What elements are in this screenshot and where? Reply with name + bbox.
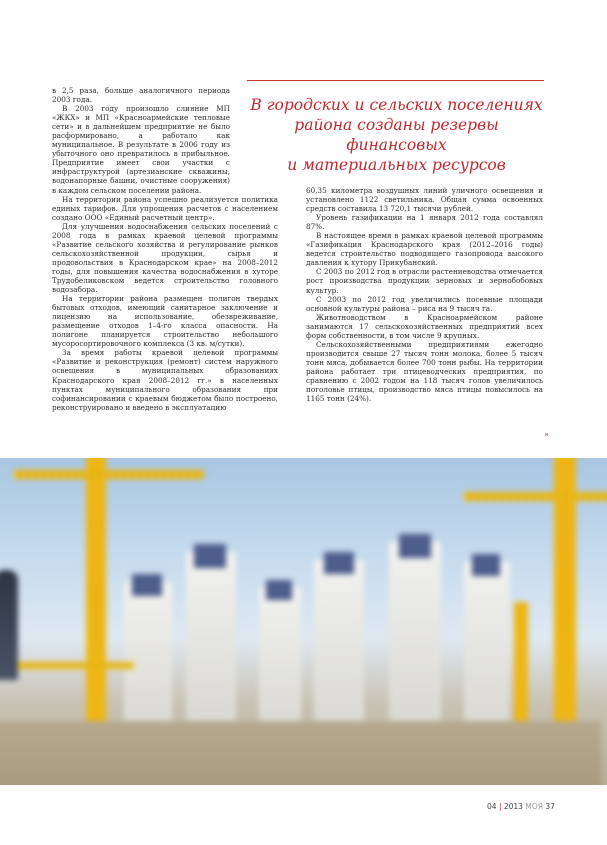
paragraph: в 2,5 раза, больше аналогичного периода 2003 года.: [52, 86, 230, 105]
paragraph: В настоящее время в рамках краевой целевой программы «Газификация Краснодарского края (2012–2016 годы) ведется строительство подводящего газопровода высокого давления к хутору Прикубанский.: [306, 231, 543, 268]
continue-mark: »: [544, 430, 549, 439]
building-tower: [124, 582, 172, 732]
building-tower-top: [472, 554, 500, 576]
paragraph: Сельскохозяйственными предприятиями ежегодно производится свыше 27 тысяч тонн молока, более 5 тысяч тонн мяса, добывается более 700 тонн рыбы. На территории района работает три птицеводческих предприятия, по сравнению с 2002 годом на 118 тысяч голов увеличилось поголовье птицы, производство мяса птицы повысилось на 1165 тонн (24%).: [306, 339, 543, 404]
building-tower-top: [266, 580, 292, 600]
footer-separator: |: [498, 802, 502, 811]
issue-year: 2013: [503, 802, 523, 811]
building-tower-top: [194, 544, 226, 568]
paragraph: Животноводством в Красноармейском районе занимаются 17 сельскохозяйственных предприятий всех форм собственности, в том числе 9 крупных.: [306, 312, 543, 340]
crane-jib: [0, 662, 134, 669]
paragraph: В 2003 году произошло слияние МП «ЖКХ» и МП «Красноармейские тепловые сети» и в дальнейшем предприятие не было расформировано, а работало как муниципальное. В результате в 2006 году из убыточного оно превратилось в прибыльное. Предприятие имеет свои участки с инфраструктурой (артезианские скважины, водонапорные башни, очистные сооружения) в каждом сельском поселении района.: [52, 104, 230, 195]
building-tower-top: [324, 552, 354, 574]
page-number: 37: [545, 802, 555, 811]
issue-number: 04: [487, 802, 497, 811]
building-tower: [314, 560, 364, 735]
pull-quote-line: и материальных ресурсов: [287, 156, 506, 174]
paragraph: На территории района размещен полигон твердых бытовых отходов, имеющий санитарное заключение и лицензию на использование, обезвреживание, размещение отходов 1–4-го класса опасности. На полигоне планируется строительство небольшого мусоросортировочного комплекса (3 кв. м/сутки).: [52, 294, 278, 349]
building-tower: [186, 552, 236, 732]
construction-photo: [0, 458, 607, 785]
construction-ground: [0, 721, 601, 785]
left-text-column: [52, 86, 278, 412]
page-footer: [487, 802, 555, 811]
building-tower: [389, 542, 441, 732]
magazine-name: МОЯ: [525, 802, 543, 811]
pull-quote-line: района созданы резервы финансовых: [294, 116, 499, 154]
pull-quote-rule: [247, 80, 544, 81]
paragraph: С 2003 по 2012 год увеличились посевные площади основной культуры района – риса на 9 тысяч га.: [306, 294, 543, 313]
paragraph: За время работы краевой целевой программы «Развитие и реконструкция (ремонт) систем наружного освещения в муниципальных образованиях Краснодарского края 2008–2012 гг.» в населенных пунктах муниципального образования при софинансировании с краевым бюджетом было построено, реконструировано и введено в эксплуатацию: [52, 348, 278, 412]
right-text-column: [306, 186, 543, 403]
building-tower: [259, 587, 301, 737]
paragraph: 60,35 километра воздушных линий уличного освещения и установлено 1122 светильника. Общая сумма освоенных средств составила 13 720,1 тысячи рублей.: [306, 186, 543, 214]
paragraph: С 2003 по 2012 год в отрасли растениеводства отмечается рост производства продукции зерновых и зернобобовых культур.: [306, 267, 543, 295]
photo-scene: [0, 458, 607, 785]
left-column-narrow-block: [52, 86, 230, 195]
pull-quote-line: В городских и сельских поселениях: [250, 96, 543, 114]
crane-jib: [14, 470, 204, 479]
paragraph: На территории района успешно реализуется политика единых тарифов. Для упрощения расчетов с населением создано ООО «Единый расчетный центр».: [52, 194, 278, 222]
building-tower: [464, 562, 510, 732]
crane-jib: [464, 492, 607, 501]
worker-figure: [0, 570, 18, 680]
paragraph: Уровень газификации на 1 января 2012 года составлял 87%.: [306, 213, 543, 232]
pull-quote: [249, 95, 544, 175]
building-tower-top: [132, 574, 162, 596]
building-tower-top: [399, 534, 431, 558]
paragraph: Для улучшения водоснабжения сельских поселений с 2008 года в рамках краевой целевой программы «Развитие сельского хозяйства и регулирование рынков сельскохозяйственной продукции, сырья и продовольствия в Краснодарском крае» на 2008–2012 годы, для повышения качества водоснабжения в хуторе Трудобеликовском ведется строительство головного водозабора.: [52, 221, 278, 295]
